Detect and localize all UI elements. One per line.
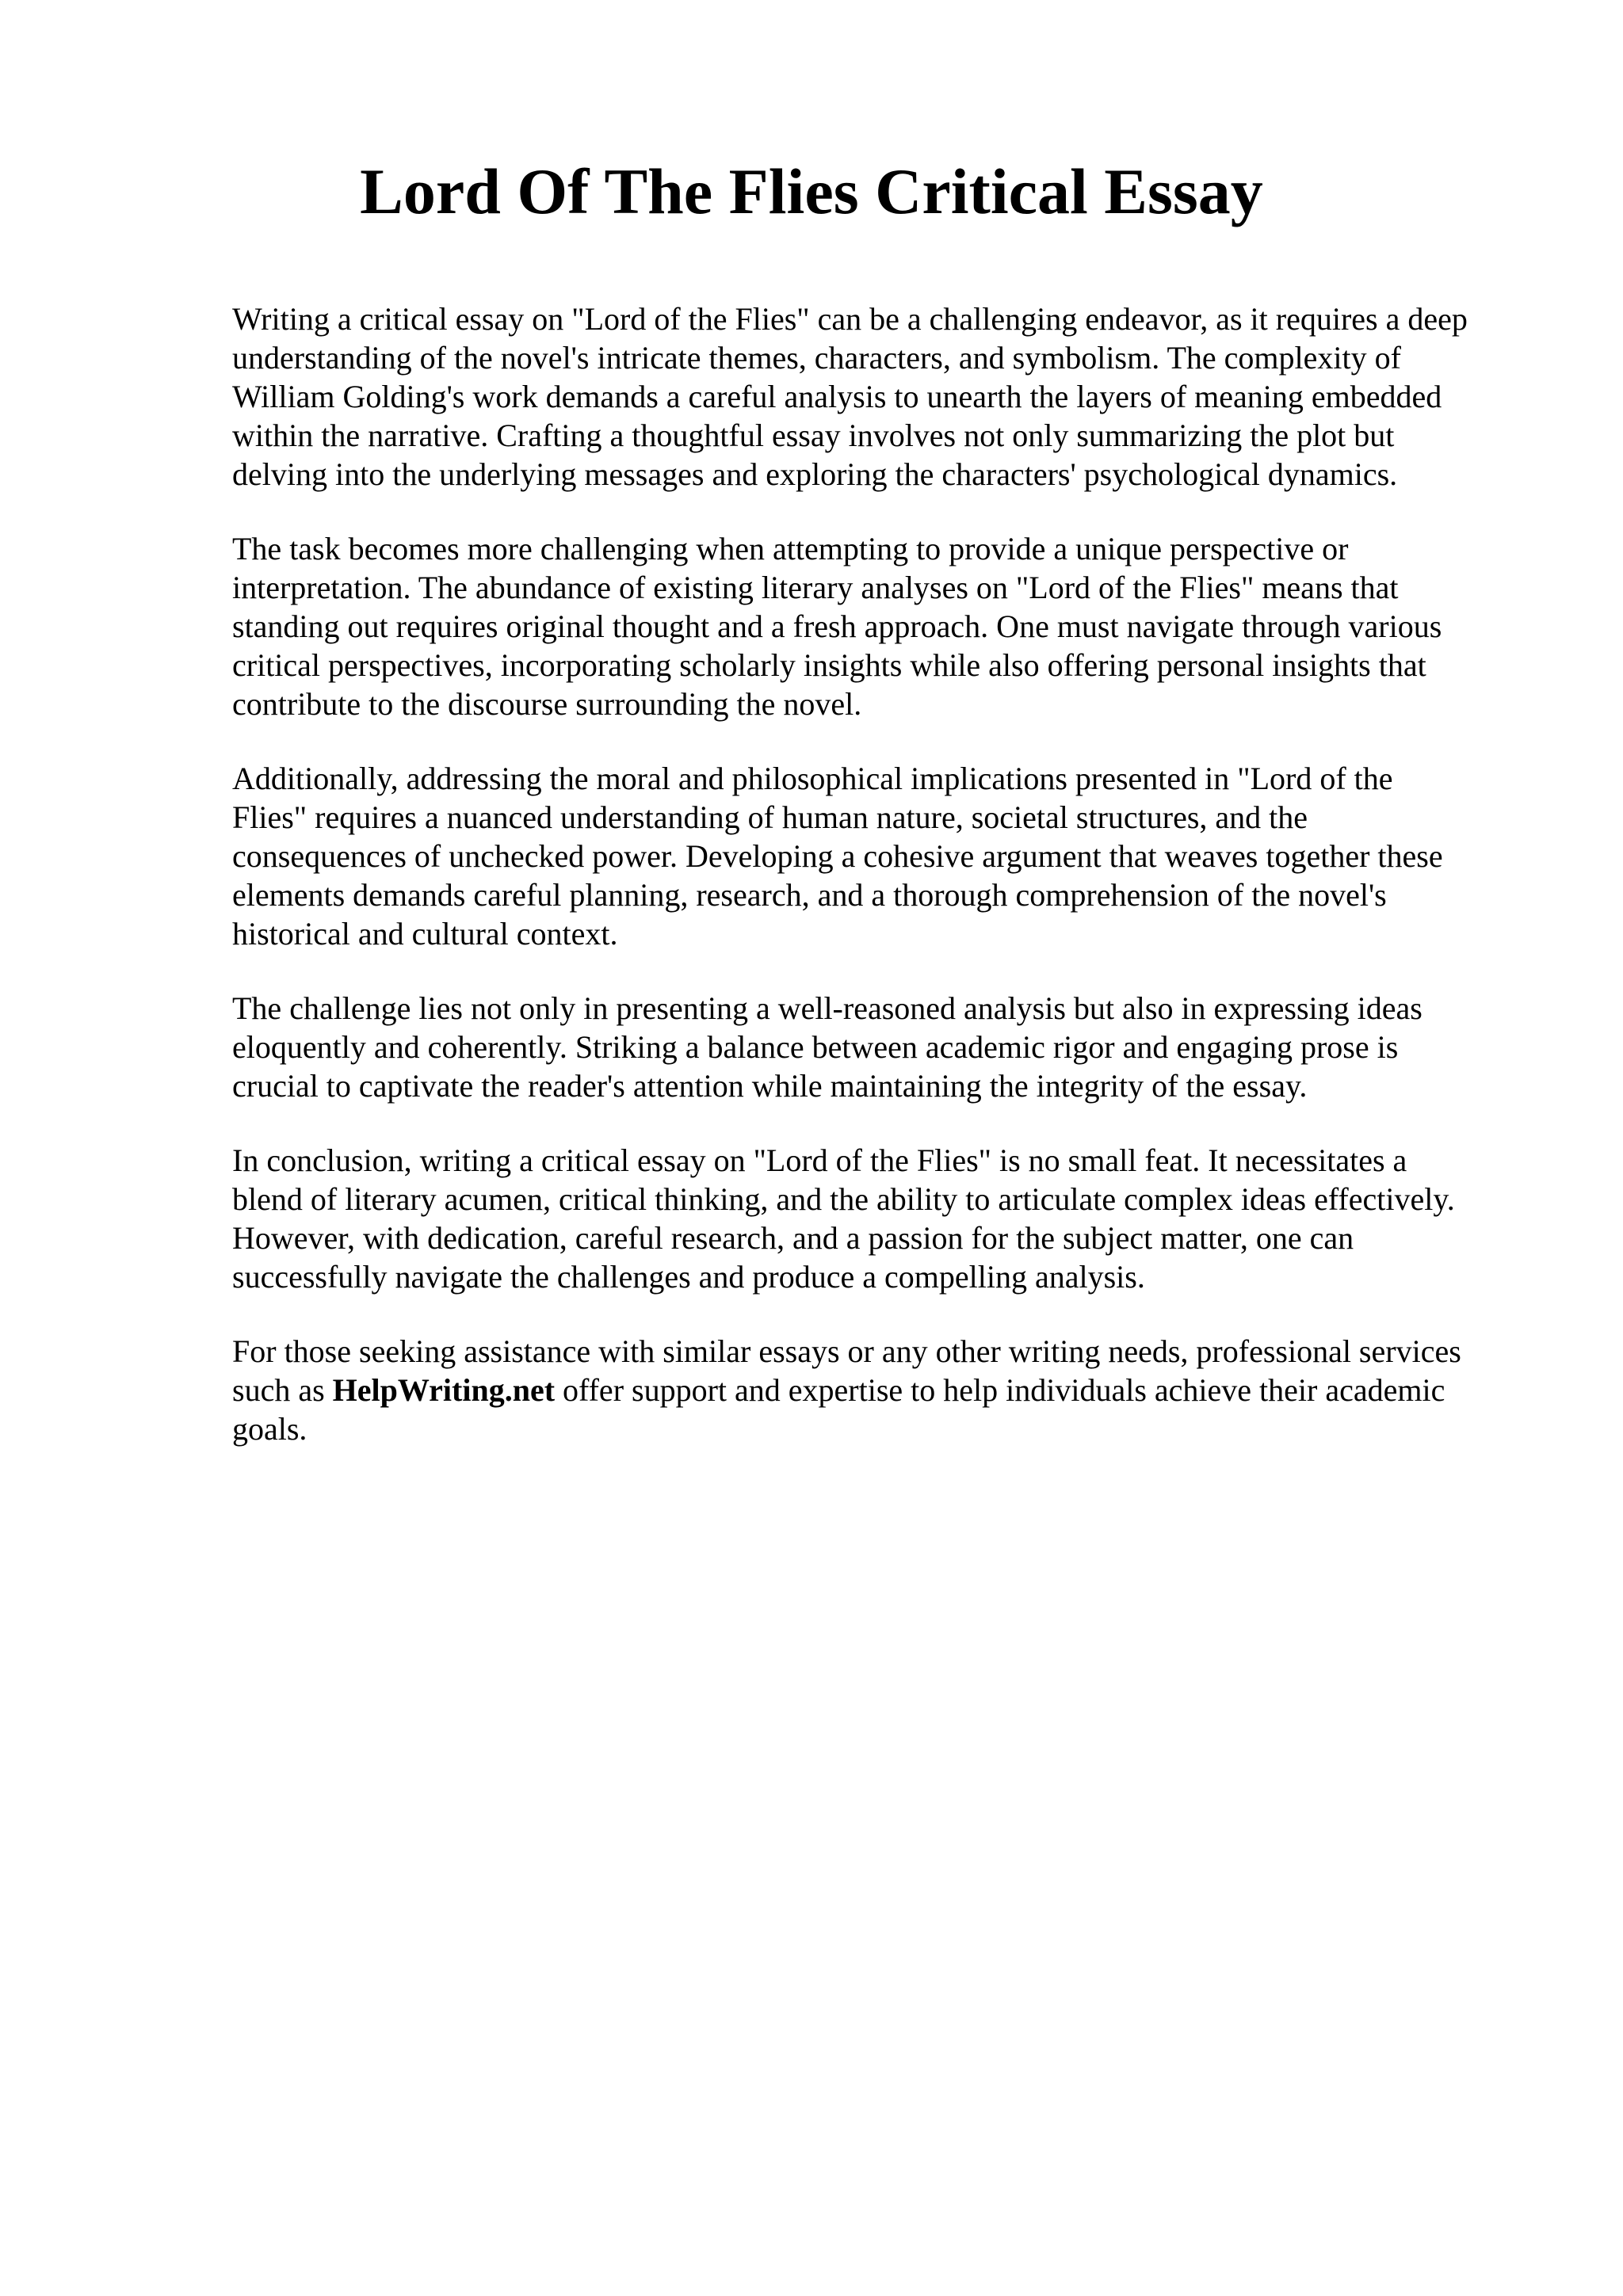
text-line: goals. bbox=[232, 1411, 307, 1447]
text-line: In conclusion, writing a critical essay on "Lord of the Flies" is no small feat. It necessitates a bbox=[232, 1142, 1407, 1178]
text-line: elements demands careful planning, research, and a thorough comprehension of the novel's bbox=[232, 877, 1387, 913]
text-line: Writing a critical essay on "Lord of the Flies" can be a challenging endeavor, as it requires a deep bbox=[232, 301, 1468, 337]
text-line: historical and cultural context. bbox=[232, 916, 618, 952]
document-title: Lord Of The Flies Critical Essay bbox=[360, 155, 1263, 227]
text-line: Flies" requires a nuanced understanding of human nature, societal structures, and the bbox=[232, 799, 1308, 835]
text-line: For those seeking assistance with similar essays or any other writing needs, professional services bbox=[232, 1333, 1461, 1369]
text-fragment: such as bbox=[232, 1372, 333, 1408]
text-line: understanding of the novel's intricate themes, characters, and symbolism. The complexity of bbox=[232, 340, 1401, 376]
brand-name-link[interactable]: HelpWriting.net bbox=[332, 1372, 556, 1408]
paragraph-5 bbox=[232, 1141, 1532, 1296]
text-line: standing out requires original thought and a fresh approach. One must navigate through various bbox=[232, 608, 1442, 644]
text-line: The challenge lies not only in presenting a well-reasoned analysis but also in expressing ideas bbox=[232, 990, 1423, 1026]
text-line: successfully navigate the challenges and produce a compelling analysis. bbox=[232, 1259, 1145, 1295]
text-line: interpretation. The abundance of existing literary analyses on "Lord of the Flies" means that bbox=[232, 570, 1399, 605]
text-line: eloquently and coherently. Striking a balance between academic rigor and engaging prose is bbox=[232, 1029, 1399, 1065]
text-line: blend of literary acumen, critical thinking, and the ability to articulate complex ideas effectively. bbox=[232, 1181, 1455, 1217]
text-line: delving into the underlying messages and exploring the characters' psychological dynamics. bbox=[232, 456, 1398, 492]
text-line: crucial to captivate the reader's attention while maintaining the integrity of the essay. bbox=[232, 1068, 1308, 1104]
text-line: consequences of unchecked power. Developing a cohesive argument that weaves together these bbox=[232, 838, 1443, 874]
document-body bbox=[232, 299, 1532, 1484]
text-fragment: offer support and expertise to help individuals achieve their academic bbox=[555, 1372, 1445, 1408]
paragraph-2 bbox=[232, 529, 1532, 723]
text-line: The task becomes more challenging when attempting to provide a unique perspective or bbox=[232, 531, 1349, 566]
text-line: critical perspectives, incorporating scholarly insights while also offering personal insights that bbox=[232, 647, 1426, 683]
text-line: Additionally, addressing the moral and philosophical implications presented in "Lord of the bbox=[232, 761, 1393, 796]
text-line: within the narrative. Crafting a thoughtful essay involves not only summarizing the plot but bbox=[232, 418, 1395, 453]
paragraph-closing bbox=[232, 1332, 1532, 1448]
paragraph-4 bbox=[232, 989, 1532, 1105]
text-line-with-brand bbox=[232, 1371, 1532, 1409]
text-line: However, with dedication, careful research, and a passion for the subject matter, one can bbox=[232, 1220, 1354, 1256]
text-line: contribute to the discourse surrounding the novel. bbox=[232, 686, 862, 722]
paragraph-1 bbox=[232, 299, 1532, 494]
paragraph-3 bbox=[232, 759, 1532, 953]
text-line: William Golding's work demands a careful analysis to unearth the layers of meaning embedded bbox=[232, 379, 1442, 414]
